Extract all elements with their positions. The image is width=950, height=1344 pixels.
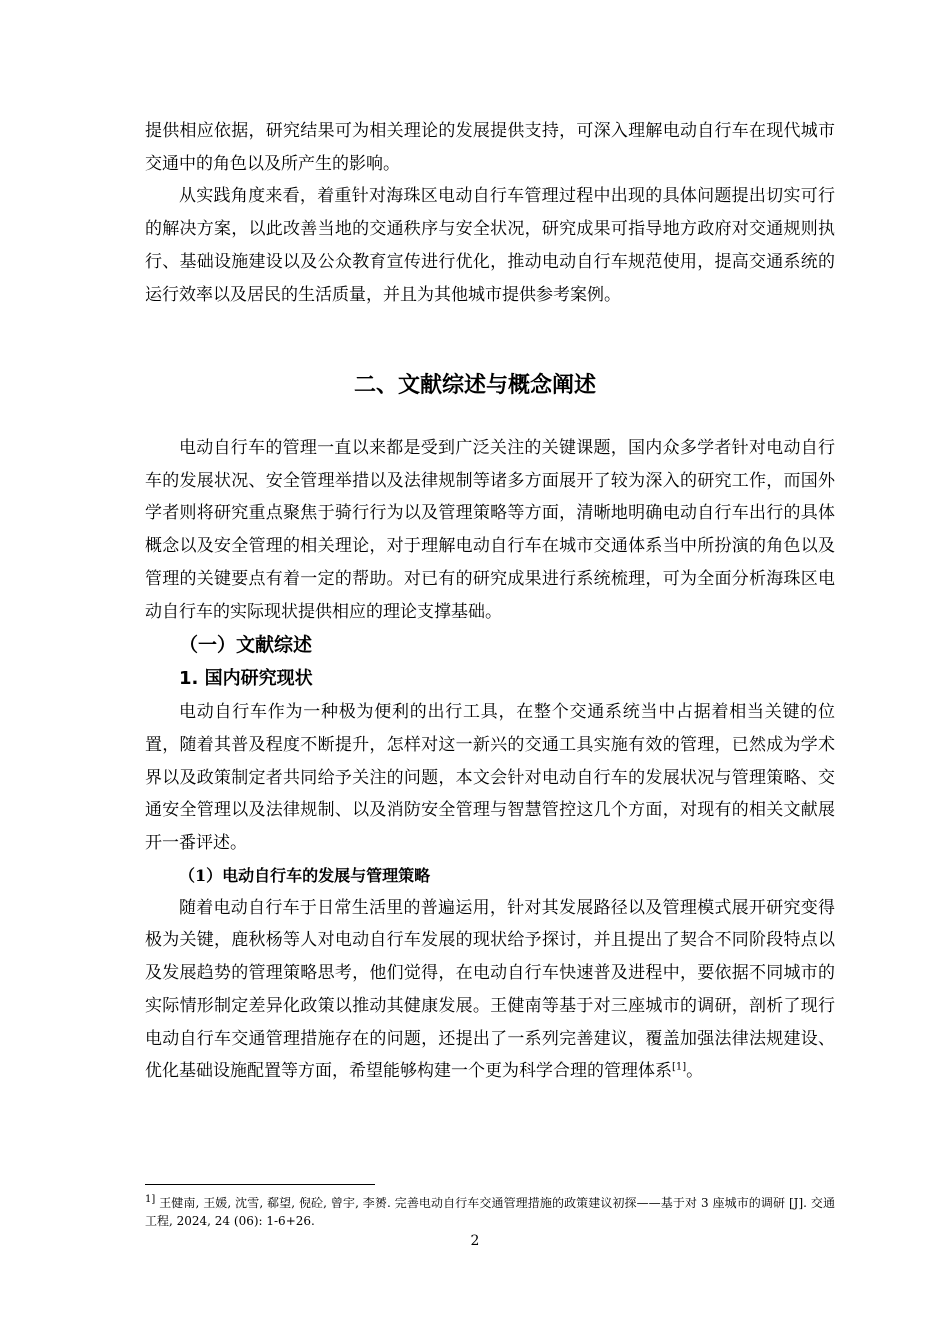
- footnote-text: 王健南, 王媛, 沈雪, 郗望, 倪砼, 曾宇, 李赟. 完善电动自行车交通管理措施的政策建议初探——基于对 3 座城市的调研 [J]. 交通工程, 2024, 24 (06): 1-6+26.: [145, 1196, 835, 1228]
- paragraph-end: 。: [686, 1061, 704, 1082]
- intro-paragraph-1: 提供相应依据，研究结果可为相关理论的发展提供支持，可深入理解电动自行车在现代城市交通中的角色以及所产生的影响。: [145, 121, 835, 174]
- intro-paragraph-2: 从实践角度来看，着重针对海珠区电动自行车管理过程中出现的具体问题提出切实可行的解决方案，以此改善当地的交通秩序与安全状况，研究成果可指导地方政府对交通规则执行、基础设施建设以及公众教育宣传进行优化，推动电动自行车规范使用，提高交通系统的运行效率以及居民的生活质量，并且为其他城市提供参考案例。: [145, 186, 835, 305]
- item-heading-development-strategy: （1）电动自行车的发展与管理策略: [179, 865, 431, 885]
- footnote-marker: 1]: [145, 1194, 156, 1205]
- development-strategy-paragraph: [145, 892, 835, 1088]
- citation-ref[interactable]: [1]: [672, 1061, 687, 1073]
- domestic-research-paragraph: 电动自行车作为一种极为便利的出行工具，在整个交通系统当中占据着相当关键的位置，随着其普及程度不断提升，怎样对这一新兴的交通工具实施有效的管理，已然成为学术界以及政策制定者共同给予关注的问题，本文会针对电动自行车的发展状况与管理策略、交通安全管理以及法律规制、以及消防安全管理与智慧管控这几个方面，对现有的相关文献展开一番评述。: [145, 702, 835, 854]
- section-heading: 二、文献综述与概念阐述: [353, 373, 596, 398]
- footnote: [145, 1194, 835, 1230]
- development-strategy-text: 随着电动自行车于日常生活里的普遍运用，针对其发展路径以及管理模式展开研究变得极为关键，鹿秋杨等人对电动自行车发展的现状给予探讨，并且提出了契合不同阶段特点以及发展趋势的管理策略思考，他们觉得，在电动自行车快速普及进程中，要依据不同城市的实际情形制定差异化政策以推动其健康发展。王健南等基于对三座城市的调研，剖析了现行电动自行车交通管理措施存在的问题，还提出了一系列完善建议，覆盖加强法律法规建设、优化基础设施配置等方面，希望能够构建一个更为科学合理的管理体系: [145, 897, 835, 1082]
- footnote-divider: [145, 1184, 375, 1185]
- subsection-heading-literature-review: （一）文献综述: [179, 634, 313, 657]
- section2-intro-paragraph: 电动自行车的管理一直以来都是受到广泛关注的关键课题，国内众多学者针对电动自行车的发展状况、安全管理举措以及法律规制等诸多方面展开了较为深入的研究工作，而国外学者则将研究重点聚焦于骑行行为以及管理策略等方面，清晰地明确电动自行车出行的具体概念以及安全管理的相关理论，对于理解电动自行车在城市交通体系当中所扮演的角色以及管理的关键要点有着一定的帮助。对已有的研究成果进行系统梳理，可为全面分析海珠区电动自行车的实际现状提供相应的理论支撑基础。: [145, 438, 835, 622]
- section2-body: [145, 432, 835, 1088]
- page-number: 2: [470, 1233, 480, 1249]
- subheading-domestic-research: 1. 国内研究现状: [179, 668, 313, 690]
- intro-section: [145, 115, 835, 311]
